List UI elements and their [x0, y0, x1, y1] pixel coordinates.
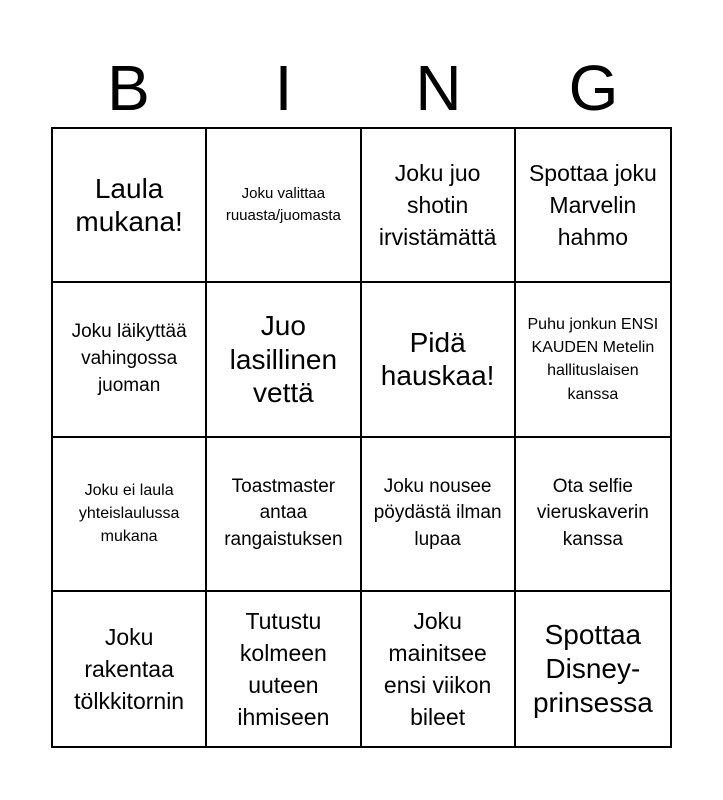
bingo-cell[interactable]: Joku nousee pöydästä ilman lupaa	[362, 438, 516, 592]
bingo-cell[interactable]: Tutustu kolmeen uuteen ihmiseen	[207, 592, 361, 746]
bingo-cell[interactable]: Puhu jonkun ENSI KAUDEN Metelin hallituslaisen kanssa	[516, 283, 670, 437]
bingo-cell[interactable]: Joku valittaa ruuasta/juomasta	[207, 129, 361, 283]
header-letter-g: G	[568, 52, 619, 124]
bingo-cell[interactable]: Joku mainitsee ensi viikon bileet	[362, 592, 516, 746]
bingo-cell[interactable]: Joku rakentaa tölkkitornin	[53, 592, 207, 746]
bingo-board	[51, 127, 672, 748]
bingo-cell[interactable]: Joku juo shotin irvistämättä	[362, 129, 516, 283]
bingo-cell[interactable]: Joku ei laula yhteislaulussa mukana	[53, 438, 207, 592]
bingo-cell[interactable]: Ota selfie vieruskaverin kanssa	[516, 438, 670, 592]
bingo-header	[51, 48, 671, 128]
header-letter-n: N	[415, 52, 462, 124]
bingo-cell[interactable]: Pidä hauskaa!	[362, 283, 516, 437]
bingo-cell[interactable]: Juo lasillinen vettä	[207, 283, 361, 437]
bingo-cell[interactable]: Laula mukana!	[53, 129, 207, 283]
header-letter-b: B	[107, 52, 150, 124]
bingo-cell[interactable]: Spottaa Disney-prinsessa	[532, 619, 653, 718]
bingo-cell[interactable]: Toastmaster antaa rangaistuksen	[207, 438, 361, 592]
bingo-cell[interactable]: Joku läikyttää vahingossa juoman	[53, 283, 207, 437]
header-letter-i: I	[274, 52, 293, 124]
bingo-cell[interactable]: Spottaa joku Marvelin hahmo	[516, 129, 670, 283]
